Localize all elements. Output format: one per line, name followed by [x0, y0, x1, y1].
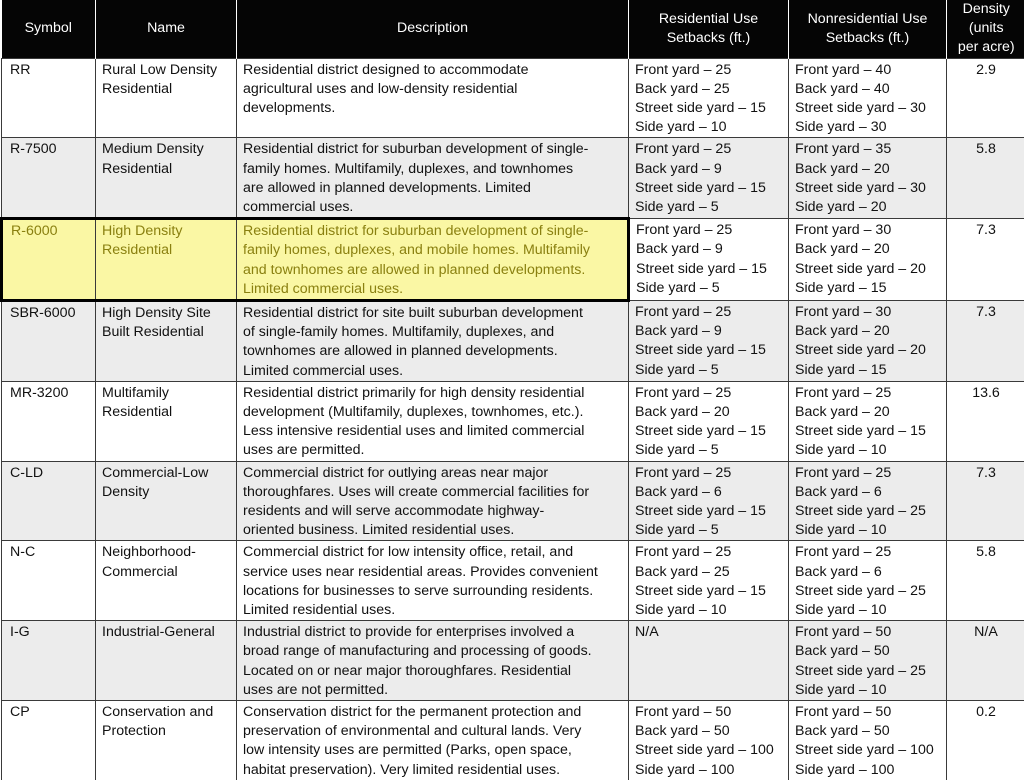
setback-line: Back yard – 6: [635, 483, 782, 502]
setback-line: Back yard – 25: [635, 563, 782, 582]
name-line: Multifamily: [102, 384, 230, 403]
setback-line: Street side yard – 30: [795, 179, 940, 198]
cell-density: [947, 701, 1024, 780]
setback-line: Side yard – 100: [795, 761, 940, 780]
description-line: uses are not permitted.: [243, 681, 622, 700]
cell-density: [947, 58, 1024, 138]
cell-symbol: [2, 541, 96, 621]
cell-residential-setbacks: [629, 219, 789, 301]
setback-line: N/A: [635, 623, 782, 642]
setback-line: Front yard – 25: [635, 140, 782, 159]
description-line: Residential district primarily for high density residential: [243, 384, 622, 403]
description-line: service uses near residential areas. Provides convenient: [243, 563, 622, 582]
cell-density: [947, 300, 1024, 381]
description-line: of single-family homes. Multifamily, duplexes, and: [243, 323, 622, 342]
description-line: habitat preservation). Very limited residential uses.: [243, 761, 622, 780]
setback-line: Side yard – 10: [635, 118, 782, 137]
description-line: commercial uses.: [243, 198, 622, 217]
cell-name: [96, 541, 237, 621]
cell-density: [947, 621, 1024, 701]
cell-description: [237, 381, 629, 461]
cell-symbol: [2, 300, 96, 381]
description-line: Residential district for site built suburban development: [243, 304, 622, 323]
cell-nonresidential-setbacks: [789, 138, 947, 219]
cell-description: [237, 621, 629, 701]
setback-line: Back yard – 9: [635, 160, 782, 179]
setback-line: Back yard – 50: [635, 722, 782, 741]
setback-line: Street side yard – 15: [635, 502, 782, 521]
table-row: [2, 58, 1024, 138]
setback-line: Street side yard – 100: [635, 741, 782, 760]
cell-residential-setbacks: [629, 461, 789, 541]
header-name: Name: [96, 0, 237, 58]
cell-residential-setbacks: [629, 58, 789, 138]
description-line: Located on or near major thoroughfares. Residential: [243, 662, 622, 681]
cell-description: [237, 138, 629, 219]
setback-line: Front yard – 50: [795, 623, 940, 642]
setback-line: Front yard – 25: [635, 464, 782, 483]
setback-line: Street side yard – 25: [795, 502, 940, 521]
setback-line: Front yard – 25: [635, 543, 782, 562]
table-row: [2, 621, 1024, 701]
setback-line: Street side yard – 15: [636, 260, 782, 279]
setback-line: Side yard – 10: [795, 681, 940, 700]
header-description: Description: [237, 0, 629, 58]
name-line: Residential: [102, 80, 230, 99]
name-line: Commercial-Low: [102, 464, 230, 483]
table-row: [2, 461, 1024, 541]
density-value: 5.8: [976, 141, 996, 157]
cell-symbol: [2, 58, 96, 138]
setback-line: Back yard – 20: [795, 403, 940, 422]
setback-line: Back yard – 20: [795, 322, 940, 341]
cell-symbol: [2, 219, 96, 301]
description-line: Commercial district for low intensity office, retail, and: [243, 543, 622, 562]
setback-line: Side yard – 5: [635, 198, 782, 217]
cell-residential-setbacks: [629, 381, 789, 461]
setback-line: Back yard – 6: [795, 483, 940, 502]
setback-line: Street side yard – 15: [635, 422, 782, 441]
header-residential-setbacks: Residential Use Setbacks (ft.): [629, 0, 789, 58]
name-line: Residential: [102, 403, 230, 422]
description-line: Residential district for suburban development of single-: [243, 222, 621, 241]
description-line: low intensity uses are permitted (Parks, open space,: [243, 741, 622, 760]
setback-line: Street side yard – 15: [635, 341, 782, 360]
cell-symbol: [2, 621, 96, 701]
setback-line: Side yard – 20: [795, 198, 940, 217]
symbol-text: N-C: [10, 544, 35, 560]
name-line: Built Residential: [102, 323, 230, 342]
setback-line: Side yard – 5: [635, 441, 782, 460]
symbol-text: R-7500: [10, 141, 57, 157]
cell-name: [96, 300, 237, 381]
description-line: Limited commercial uses.: [243, 362, 622, 381]
cell-residential-setbacks: [629, 701, 789, 780]
setback-line: Front yard – 30: [795, 221, 940, 240]
description-line: Limited commercial uses.: [243, 280, 621, 299]
setback-line: Side yard – 5: [635, 521, 782, 540]
cell-nonresidential-setbacks: [789, 621, 947, 701]
setback-line: Side yard – 5: [635, 361, 782, 380]
description-line: residents and will serve accommodate highway-: [243, 502, 622, 521]
setback-line: Side yard – 100: [635, 761, 782, 780]
setback-line: Street side yard – 15: [635, 179, 782, 198]
symbol-text: MR-3200: [10, 385, 68, 401]
setback-line: Street side yard – 25: [795, 582, 940, 601]
density-value: 2.9: [976, 62, 996, 78]
cell-density: [947, 461, 1024, 541]
symbol-text: C-LD: [10, 465, 43, 481]
setback-line: Side yard – 15: [795, 361, 940, 380]
cell-description: [237, 701, 629, 780]
density-value: 7.3: [976, 465, 996, 481]
description-line: development (Multifamily, duplexes, townhomes, etc.).: [243, 403, 622, 422]
setback-line: Side yard – 5: [636, 279, 782, 298]
density-value: 7.3: [976, 222, 996, 238]
cell-name: [96, 701, 237, 780]
description-line: preservation of environmental and cultural lands. Very: [243, 722, 622, 741]
setback-line: Back yard – 20: [795, 240, 940, 259]
setback-line: Street side yard – 20: [795, 260, 940, 279]
setback-line: Front yard – 25: [795, 384, 940, 403]
setback-line: Street side yard – 15: [635, 99, 782, 118]
description-line: thoroughfares. Uses will create commercial facilities for: [243, 483, 622, 502]
table-row: [2, 300, 1024, 381]
cell-nonresidential-setbacks: [789, 381, 947, 461]
cell-description: [237, 219, 629, 301]
cell-description: [237, 300, 629, 381]
setback-line: Front yard – 50: [635, 703, 782, 722]
table-row: [2, 138, 1024, 219]
cell-name: [96, 381, 237, 461]
cell-nonresidential-setbacks: [789, 701, 947, 780]
setback-line: Side yard – 10: [795, 601, 940, 620]
setback-line: Front yard – 25: [795, 464, 940, 483]
cell-name: [96, 219, 237, 301]
cell-symbol: [2, 701, 96, 780]
cell-nonresidential-setbacks: [789, 541, 947, 621]
setback-line: Back yard – 50: [795, 722, 940, 741]
name-line: Residential: [102, 241, 230, 260]
setback-line: Back yard – 25: [635, 80, 782, 99]
cell-description: [237, 461, 629, 541]
setback-line: Front yard – 30: [795, 303, 940, 322]
setback-line: Front yard – 25: [636, 221, 782, 240]
cell-density: [947, 541, 1024, 621]
cell-symbol: [2, 381, 96, 461]
cell-name: [96, 58, 237, 138]
setback-line: Front yard – 25: [635, 61, 782, 80]
description-line: are allowed in planned developments. Limited: [243, 179, 622, 198]
cell-residential-setbacks: [629, 621, 789, 701]
table-header: [2, 0, 1024, 58]
description-line: townhomes are allowed in planned developments.: [243, 342, 622, 361]
table-row: [2, 541, 1024, 621]
description-line: uses are permitted.: [243, 441, 622, 460]
symbol-text: R-6000: [11, 223, 58, 239]
cell-nonresidential-setbacks: [789, 300, 947, 381]
name-line: Neighborhood-: [102, 543, 230, 562]
setback-line: Front yard – 25: [795, 543, 940, 562]
table-row: [2, 219, 1024, 301]
setback-line: Street side yard – 100: [795, 741, 940, 760]
density-value: N/A: [974, 624, 998, 640]
setback-line: Front yard – 25: [635, 384, 782, 403]
setback-line: Street side yard – 25: [795, 662, 940, 681]
setback-line: Back yard – 9: [635, 322, 782, 341]
description-line: Limited residential uses.: [243, 601, 622, 620]
cell-name: [96, 138, 237, 219]
setback-line: Front yard – 50: [795, 703, 940, 722]
cell-nonresidential-setbacks: [789, 58, 947, 138]
cell-density: [947, 138, 1024, 219]
setback-line: Back yard – 50: [795, 642, 940, 661]
cell-residential-setbacks: [629, 300, 789, 381]
name-line: Rural Low Density: [102, 61, 230, 80]
cell-name: [96, 621, 237, 701]
cell-density: [947, 219, 1024, 301]
setback-line: Side yard – 10: [795, 521, 940, 540]
header-nonresidential-setbacks: Nonresidential Use Setbacks (ft.): [789, 0, 947, 58]
density-value: 5.8: [976, 544, 996, 560]
symbol-text: RR: [10, 62, 31, 78]
name-line: High Density: [102, 222, 230, 241]
setback-line: Back yard – 40: [795, 80, 940, 99]
cell-symbol: [2, 461, 96, 541]
setback-line: Front yard – 35: [795, 140, 940, 159]
cell-nonresidential-setbacks: [789, 461, 947, 541]
setback-line: Street side yard – 20: [795, 341, 940, 360]
header-symbol: Symbol: [2, 0, 96, 58]
cell-residential-setbacks: [629, 138, 789, 219]
name-line: High Density Site: [102, 304, 230, 323]
description-line: family homes. Multifamily, duplexes, and townhomes: [243, 160, 622, 179]
setback-line: Side yard – 15: [795, 279, 940, 298]
cell-name: [96, 461, 237, 541]
description-line: Commercial district for outlying areas near major: [243, 464, 622, 483]
description-line: family homes, duplexes, and mobile homes. Multifamily: [243, 241, 621, 260]
symbol-text: SBR-6000: [10, 305, 75, 321]
symbol-text: I-G: [10, 624, 30, 640]
setback-line: Front yard – 40: [795, 61, 940, 80]
description-line: developments.: [243, 99, 622, 118]
description-line: oriented business. Limited residential uses.: [243, 521, 622, 540]
cell-symbol: [2, 138, 96, 219]
description-line: Conservation district for the permanent protection and: [243, 703, 622, 722]
density-value: 13.6: [972, 385, 1000, 401]
cell-density: [947, 381, 1024, 461]
setback-line: Back yard – 20: [795, 160, 940, 179]
setback-line: Side yard – 10: [795, 441, 940, 460]
setback-line: Street side yard – 15: [635, 582, 782, 601]
setback-line: Street side yard – 15: [795, 422, 940, 441]
cell-nonresidential-setbacks: [789, 219, 947, 301]
cell-description: [237, 58, 629, 138]
setback-line: Side yard – 30: [795, 118, 940, 137]
setback-line: Street side yard – 30: [795, 99, 940, 118]
description-line: and townhomes are allowed in planned developments.: [243, 261, 621, 280]
setback-line: Front yard – 25: [635, 303, 782, 322]
cell-residential-setbacks: [629, 541, 789, 621]
name-line: Protection: [102, 722, 230, 741]
header-row: [2, 0, 1024, 58]
description-line: Residential district designed to accommodate: [243, 61, 622, 80]
density-value: 0.2: [976, 704, 996, 720]
setback-line: Back yard – 20: [635, 403, 782, 422]
symbol-text: CP: [10, 704, 30, 720]
header-density: Density (units per acre): [947, 0, 1024, 58]
description-line: locations for businesses to serve surrounding residents.: [243, 582, 622, 601]
name-line: Residential: [102, 160, 230, 179]
name-line: Commercial: [102, 563, 230, 582]
name-line: Medium Density: [102, 140, 230, 159]
name-line: Industrial-General: [102, 623, 230, 642]
table-row: [2, 381, 1024, 461]
description-line: broad range of manufacturing and processing of goods.: [243, 642, 622, 661]
name-line: Conservation and: [102, 703, 230, 722]
description-line: Residential district for suburban development of single-: [243, 140, 622, 159]
setback-line: Back yard – 9: [636, 240, 782, 259]
setback-line: Back yard – 6: [795, 563, 940, 582]
table-row: [2, 701, 1024, 780]
density-value: 7.3: [976, 304, 996, 320]
setback-line: Side yard – 10: [635, 601, 782, 620]
name-line: Density: [102, 483, 230, 502]
description-line: Industrial district to provide for enterprises involved a: [243, 623, 622, 642]
description-line: agricultural uses and low-density residential: [243, 80, 622, 99]
table-body: [2, 58, 1024, 780]
cell-description: [237, 541, 629, 621]
description-line: Less intensive residential uses and limited commercial: [243, 422, 622, 441]
